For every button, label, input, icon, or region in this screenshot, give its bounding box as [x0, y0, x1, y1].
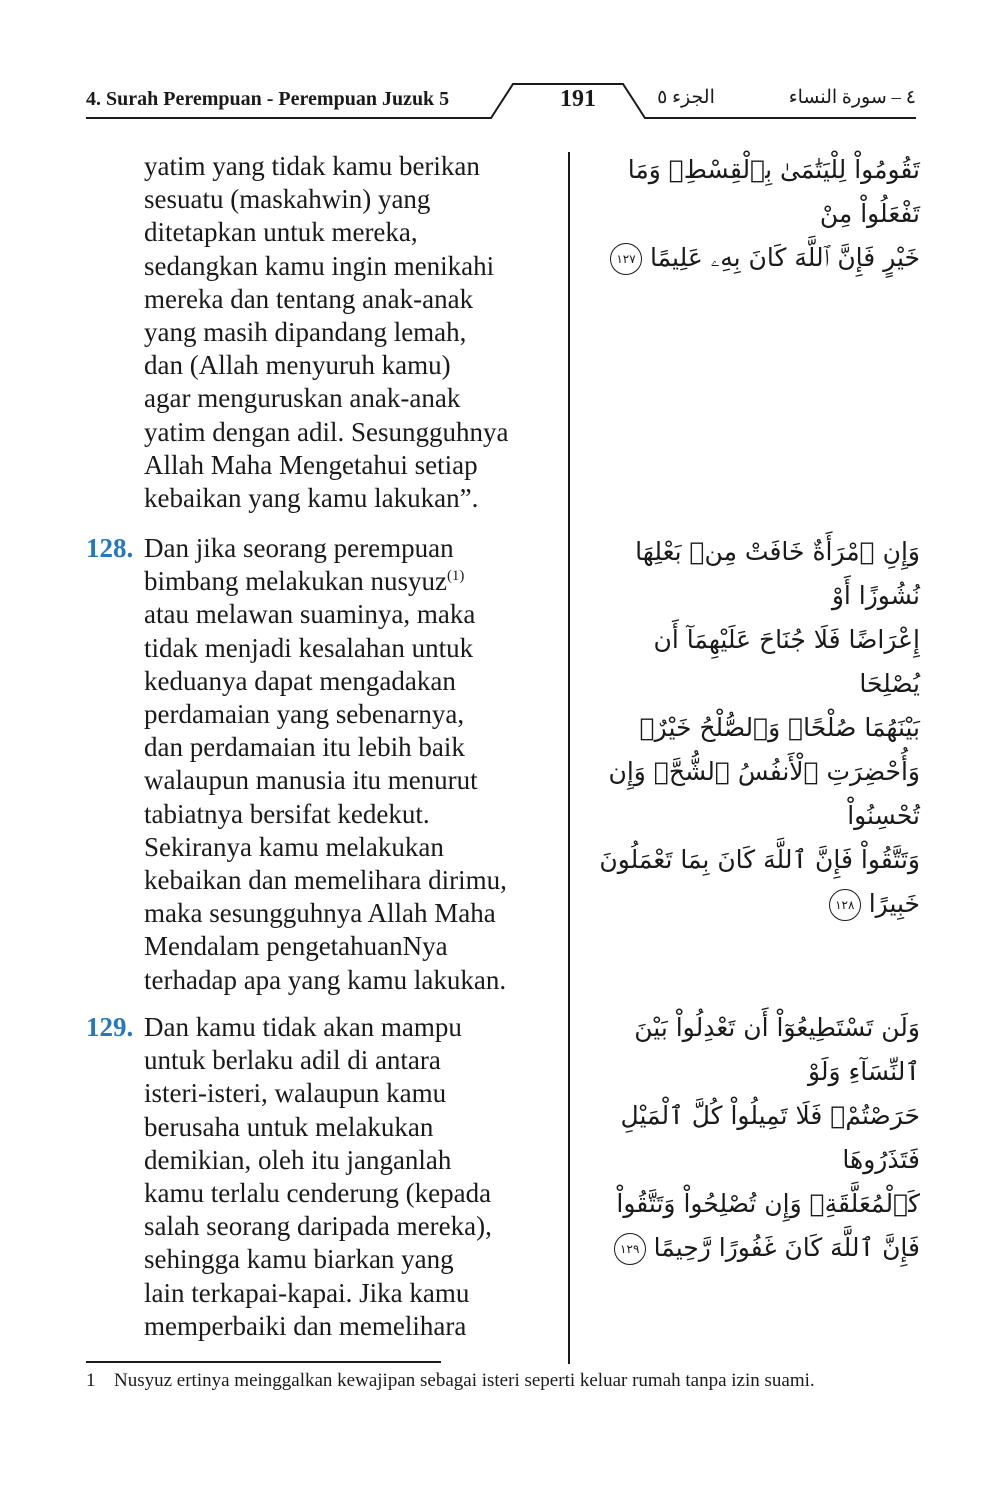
- translation-text: yatim yang tidak kamu berikan sesuatu (maskahwin) yang ditetapkan untuk mereka, sedangkan kamu ingin menikahi mereka dan tentang anak-anak yang masih dipandang lemah, dan (Allah menyuruh kamu) agar menguruskan anak-anak yatim dengan adil. Sesungguhnya Allah Maha Mengetahui setiap kebaikan yang kamu lakukan”.: [144, 151, 509, 514]
- verse-end-marker: ١٢٧: [610, 243, 642, 275]
- surah-label-arabic: ٤ – سورة النساء: [788, 87, 916, 108]
- page-number: 191: [560, 86, 596, 112]
- arabic-verse-129: وَلَن تَسْتَطِيعُوٓاْ أَن تَعْدِلُواْ بَيْنَ ٱلنِّسَآءِ وَلَوْ حَرَصْتُمْۖ فَلَا تَمِيلُواْ كُلَّ ٱلْمَيْلِ فَتَذَرُوهَا كَٱلْمُعَلَّقَةِۚ وَإِن تُصْلِحُواْ وَتَتَّقُواْ فَإِنَّ ٱللَّهَ كَانَ غَفُورًا رَّحِيمًا ١٢٩: [590, 1006, 920, 1270]
- translation-text: Dan kamu tidak akan mampu untuk berlaku adil di antara isteri-isteri, walaupun kamu berusaha untuk melakukan demikian, oleh itu janganlah kamu terlalu cenderung (kepada salah seorang daripada mereka), sehingga kamu biarkan yang lain terkapai-kapai. Jika kamu memperbaiki dan memelihara: [144, 1012, 492, 1341]
- header-title: 4. Surah Perempuan - Perempuan Juzuk 5: [86, 88, 450, 110]
- verse-number: 129.: [86, 1012, 134, 1042]
- translation-verse-128: [86, 532, 556, 997]
- translation-verse-129: [86, 1011, 556, 1343]
- arabic-verse-127: تَقُومُواْ لِلْيَتَٰمَىٰ بِٱلْقِسْطِۚ وَمَا تَفْعَلُواْ مِنْ خَيْرٍ فَإِنَّ ٱللَّهَ كَانَ بِهِۦ عَلِيمًا ١٢٧: [590, 148, 920, 280]
- column-divider: [568, 152, 570, 1364]
- page-header: [86, 80, 916, 120]
- verse-number-blank: [86, 150, 144, 515]
- verse-end-marker: ١٢٩: [614, 1233, 646, 1265]
- translation-continued: [86, 150, 556, 515]
- footnote-number: 1: [86, 1370, 96, 1391]
- footnote-ref: (1): [446, 568, 465, 585]
- arabic-verse-128: وَإِنِ ٱمْرَأَةٌ خَافَتْ مِنۢ بَعْلِهَا نُشُوزًا أَوْ إِعْرَاضًا فَلَا جُنَاحَ عَلَيْهِمَآ أَن يُصْلِحَا بَيْنَهُمَا صُلْحًاۚ وَٱلصُّلْحُ خَيْرٌۗ وَأُحْضِرَتِ ٱلْأَنفُسُ ٱلشُّحَّۚ وَإِن تُحْسِنُواْ وَتَتَّقُواْ فَإِنَّ ٱللَّهَ كَانَ بِمَا تَعْمَلُونَ خَبِيرًا ١٢٨: [590, 530, 920, 926]
- footnote: [86, 1368, 916, 1394]
- verse-end-marker: ١٢٨: [829, 889, 861, 921]
- translation-text: Dan jika seorang perempuan bimbang melakukan nusyuz$^{(1)}$ atau melawan suaminya, maka tidak menjadi kesalahan untuk keduanya dapat mengadakan perdamaian yang sebenarnya, dan perdamaian itu lebih baik walaupun manusia itu menurut tabiatnya bersifat kedekut. Sekiranya kamu melakukan kebaikan dan memelihara dirimu, maka sesungguhnya Allah Maha Mendalam pengetahuanNya terhadap apa yang kamu lakukan.: [144, 533, 507, 995]
- footnote-rule: [86, 1361, 441, 1363]
- juz-label-arabic: الجزء ٥: [657, 87, 715, 108]
- verse-number: 128.: [86, 533, 134, 563]
- footnote-text: Nusyuz ertinya meinggalkan kewajipan sebagai isteri seperti keluar rumah tanpa izin suami.: [114, 1370, 815, 1391]
